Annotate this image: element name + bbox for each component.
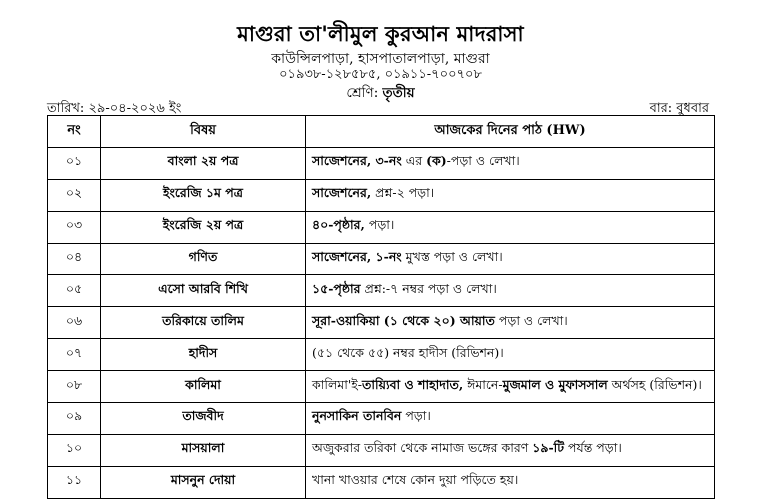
row-lesson xyxy=(306,339,715,371)
lesson-segment: পড়া ও লেখা। xyxy=(494,312,568,328)
table-row xyxy=(48,275,715,307)
row-number: ০৮ xyxy=(48,371,101,403)
header-lesson: আজকের দিনের পাঠ (HW) xyxy=(306,116,715,148)
table-row xyxy=(48,147,715,179)
table-row xyxy=(48,403,715,435)
school-phone: ০১৯৩৮-১২৮৫৮৫, ০১৯১১-৭০০৭০৮ xyxy=(279,67,482,82)
lesson-segment: সাজেশনের, ৩-নং xyxy=(312,153,402,169)
lesson-segment: ১৯-টি xyxy=(532,440,565,456)
lesson-segment: অর্থসহ (রিভিশন)। xyxy=(607,376,702,392)
table-header-row xyxy=(48,116,715,148)
row-subject: ইংরেজি ২য় পত্র xyxy=(101,211,306,243)
table-row xyxy=(48,466,715,498)
row-subject: গণিত xyxy=(101,243,306,275)
table-row xyxy=(48,434,715,466)
lesson-segment: পর্যন্ত পড়া। xyxy=(564,440,622,456)
row-subject: এসো আরবি শিখি xyxy=(101,275,306,307)
lesson-segment: (৫১ থেকে ৫৫) নম্বর হাদীস (রিভিশন)। xyxy=(312,344,504,360)
lesson-segment: প্রশ্ন-২ পড়া। xyxy=(371,185,435,201)
row-lesson xyxy=(306,434,715,466)
lesson-segment: ঈমানে- xyxy=(463,376,503,392)
row-lesson xyxy=(306,211,715,243)
lesson-segment: প্রশ্ন:-৭ নম্বর পড়া ও লেখা। xyxy=(360,280,497,296)
row-subject: তরিকায়ে তালিম xyxy=(101,307,306,339)
table-row xyxy=(48,243,715,275)
header-number: নং xyxy=(48,116,101,148)
row-subject: মাসয়ালা xyxy=(101,434,306,466)
table-row xyxy=(48,339,715,371)
row-number: ০৯ xyxy=(48,403,101,435)
row-lesson xyxy=(306,307,715,339)
row-lesson xyxy=(306,275,715,307)
row-subject: তাজবীদ xyxy=(101,403,306,435)
lesson-segment: সাজেশনের, ১-নং xyxy=(312,249,402,264)
row-subject: বাংলা ২য় পত্র xyxy=(101,147,306,179)
header-subject: বিষয় xyxy=(101,116,306,148)
lesson-segment: ৪০-পৃষ্ঠার, xyxy=(312,217,365,233)
lesson-segment: এর xyxy=(401,153,427,169)
row-lesson xyxy=(306,403,715,435)
lesson-segment: ১৫-পৃষ্ঠার xyxy=(312,280,361,296)
row-lesson xyxy=(306,147,715,179)
row-number: ০৩ xyxy=(48,211,101,243)
homework-table xyxy=(47,115,715,499)
lesson-segment: নুনসাকিন তানবিন xyxy=(312,408,402,424)
lesson-segment: কালিমা'ই- xyxy=(312,376,362,392)
table-body xyxy=(48,147,715,498)
class-value: তৃতীয় xyxy=(382,85,415,101)
lesson-segment: সূরা-ওয়াকিয়া (১ থেকে ২০) আয়াত xyxy=(312,312,495,328)
row-number: ০৪ xyxy=(48,243,101,275)
row-subject: কালিমা xyxy=(101,371,306,403)
table-row xyxy=(48,371,715,403)
lesson-segment: মুজমাল ও মুফাসসাল xyxy=(502,376,608,392)
table-row xyxy=(48,179,715,211)
row-subject: মাসনুন দোয়া xyxy=(101,466,306,498)
class-label: শ্রেণি: xyxy=(346,85,379,101)
lesson-segment: -পড়া ও লেখা। xyxy=(446,153,520,169)
row-number: ০৭ xyxy=(48,339,101,371)
day-text: বার: বুধবার xyxy=(649,101,709,116)
row-lesson xyxy=(306,466,715,498)
row-number: ০২ xyxy=(48,179,101,211)
row-number: ০৬ xyxy=(48,307,101,339)
school-name: মাগুরা তা'লীমুল কুরআন মাদরাসা xyxy=(237,21,524,46)
row-subject: হাদীস xyxy=(101,339,306,371)
lesson-segment: পড়া। xyxy=(364,217,395,233)
row-number: ০১ xyxy=(48,147,101,179)
row-lesson xyxy=(306,179,715,211)
lesson-segment: অজুকরার তরিকা থেকে নামাজ ভঙ্গের কারণ xyxy=(312,440,533,456)
row-number: ১০ xyxy=(48,434,101,466)
school-address: কাউন্সিলপাড়া, হাসপাতালপাড়া, মাগুরা xyxy=(271,51,490,67)
row-number: ০৫ xyxy=(48,275,101,307)
date-text: তারিখ: ২৯-০৪-২০২৬ ইং xyxy=(47,101,182,116)
row-subject: ইংরেজি ১ম পত্র xyxy=(101,179,306,211)
row-number: ১১ xyxy=(48,466,101,498)
row-lesson xyxy=(306,243,715,275)
lesson-segment: সাজেশনের, xyxy=(312,185,372,201)
row-lesson xyxy=(306,371,715,403)
table-row xyxy=(48,307,715,339)
lesson-segment: (ক) xyxy=(426,153,447,169)
table-row xyxy=(48,211,715,243)
lesson-segment: খানা খাওয়ার শেষে কোন দুয়া পড়িতে হয়। xyxy=(312,472,519,488)
lesson-segment: পড়া। xyxy=(401,408,431,424)
lesson-segment: মুখস্ত পড়া ও লেখা। xyxy=(401,249,503,264)
lesson-segment: তায়্যিবা ও শাহাদাত, xyxy=(362,376,464,392)
